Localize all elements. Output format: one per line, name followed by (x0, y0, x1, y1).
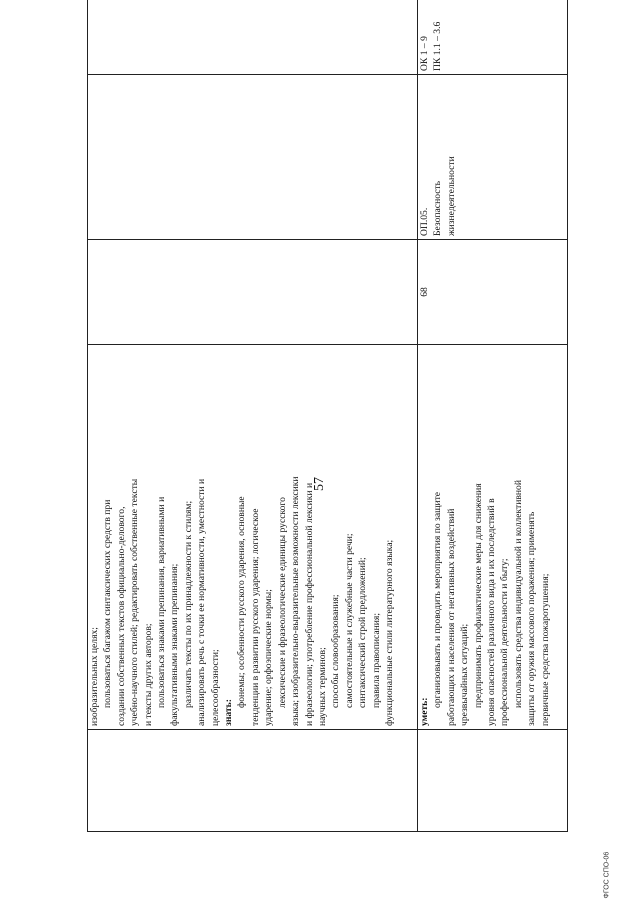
content-line: использовать средства индивидуальной и коллективной (512, 480, 524, 708)
table-row (88, 0, 418, 832)
content-line: первичные средства пожаротушения; (539, 573, 551, 726)
section-label-know: знать: (223, 699, 235, 726)
competency-code: ОК 1 – 9 (419, 36, 430, 71)
discipline-cell (88, 75, 418, 240)
content-line: научных терминов; (316, 647, 328, 726)
content-line: тенденции в развитии русского ударения; логическое (249, 508, 261, 726)
index-cell (88, 730, 418, 832)
content-line: работающих и населения от негативных воздействий (445, 508, 457, 726)
table-row (418, 0, 568, 832)
discipline-code: ОП.05. (419, 207, 430, 236)
content-line: способы словообразования; (330, 594, 342, 708)
content-line: языка; изобразительно-выразительные возможности лексики (290, 476, 302, 726)
content-line: предпринимать профилактические меры для снижения (472, 483, 484, 708)
section-label-can: уметь: (419, 697, 430, 726)
content-line: синтаксический строй предложений; (357, 557, 369, 708)
content-line: организовывать и проводить мероприятия по защите (432, 491, 444, 708)
rotated-table-wrapper (87, 21, 567, 832)
content-line: изобразительных целях; (89, 627, 100, 726)
hours-cell: 68 (418, 240, 568, 345)
content-line: факультативными знаками препинания; (169, 563, 181, 726)
content-line: анализировать речь с точки ее нормативности, уместности и (196, 478, 208, 726)
discipline-cell (418, 75, 568, 240)
content-line: и фразеологии; употребление профессиональной лексики и (303, 482, 315, 726)
curriculum-table (87, 0, 568, 832)
content-line: профессиональной деятельности и быту; (499, 558, 511, 726)
content-line: пользоваться знаками препинания, вариативными и (156, 496, 168, 708)
content-line: создании собственных текстов официально-делового, (115, 506, 127, 726)
content-line: различать тексты по их принадлежности к стилям; (182, 500, 194, 708)
competency-code: ПК 1.1 – 3.6 (432, 21, 444, 71)
content-line: функциональные стили литературного языка; (383, 539, 395, 726)
discipline-title: Безопасность (432, 180, 444, 236)
content-line: уровня опасностей различного вида и их последствий в (486, 498, 498, 726)
hours-cell (88, 240, 418, 345)
content-line: ударение; орфоэпические нормы; (263, 589, 275, 726)
discipline-title: жизнедеятельности (445, 156, 457, 236)
competencies-cell (418, 0, 568, 75)
page-number: 57 (312, 477, 327, 491)
competencies-cell (88, 0, 418, 75)
content-line: правила правописания; (370, 613, 382, 708)
content-line: фонемы; особенности русского ударения, основные (236, 496, 248, 708)
content-line: и тексты других авторов; (142, 623, 154, 726)
content-cell (88, 345, 418, 730)
content-line: чрезвычайных ситуаций; (459, 623, 471, 726)
content-line: целесообразности; (209, 649, 221, 726)
content-line: лексические и фразеологические единицы русского (276, 497, 288, 708)
content-cell (418, 345, 568, 730)
content-line: учебно-научного стилей; редактировать собственные тексты (129, 478, 141, 726)
content-line: пользоваться багажом синтаксических средств при (102, 499, 114, 708)
footer-document-code: ФГОС СПО-06 (603, 851, 611, 899)
content-line: защиты от оружия массового поражения; применять (526, 511, 538, 726)
content-line: самостоятельные и служебные части речи; (343, 533, 355, 708)
index-cell (418, 730, 568, 832)
